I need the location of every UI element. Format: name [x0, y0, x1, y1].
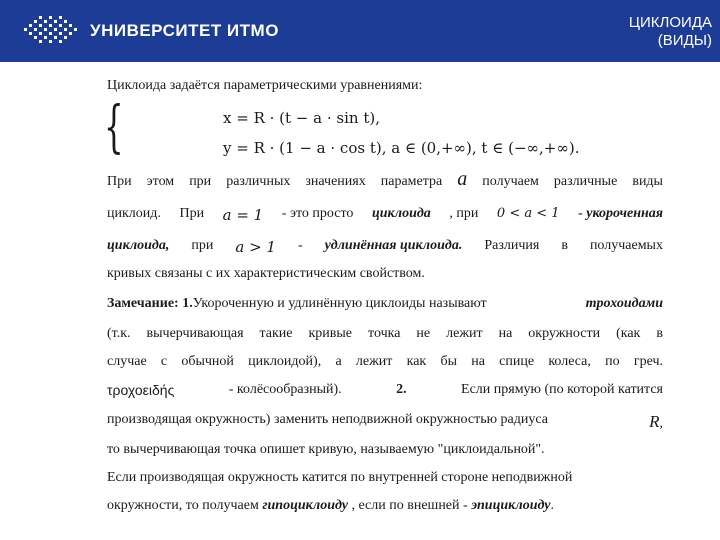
- term-epicycloid: эпициклоиду: [471, 498, 551, 513]
- word: как: [406, 354, 427, 369]
- word: при: [189, 174, 212, 189]
- word: производящая окружность) заменить неподвижной окружностью радиуса: [107, 412, 548, 427]
- word: при: [191, 238, 214, 253]
- word: (т.к.: [107, 326, 131, 341]
- word: значениях: [305, 174, 366, 189]
- word: кривые: [308, 326, 353, 341]
- paragraph-line-3: [107, 238, 663, 256]
- itmo-logo-icon: [22, 14, 78, 48]
- math-a-equals-1: a = 1: [222, 206, 264, 224]
- word: ,: [659, 416, 663, 431]
- word: - колёсообразный).: [228, 382, 342, 397]
- equation-x: x = R · (t − a · sin t),: [223, 109, 380, 127]
- term-shortened: - укороченная: [578, 206, 663, 221]
- word: - это просто: [281, 206, 354, 221]
- word: лежит: [446, 326, 483, 341]
- word: бы: [440, 354, 457, 369]
- paragraph-line-12: [107, 498, 554, 514]
- paragraph-line-9: [107, 412, 663, 432]
- term-elongated: удлинённая циклоида.: [324, 238, 463, 253]
- word: точка: [368, 326, 401, 341]
- word: вычерчивающая: [146, 326, 244, 341]
- math-a-greater-1: a > 1: [235, 238, 276, 256]
- word: греч.: [633, 354, 663, 369]
- word: различных: [226, 174, 291, 189]
- word: , если по внешней -: [351, 498, 468, 513]
- parameter-a: a: [457, 168, 468, 190]
- word: случае: [107, 354, 147, 369]
- word: , при: [449, 206, 479, 221]
- math-a-between: 0 < a < 1: [496, 206, 560, 221]
- term-cycloid: циклоида: [371, 206, 431, 221]
- word: колеса,: [548, 354, 591, 369]
- equation-y: y = R · (1 − a · cos t), a ∈ (0,+∞), t ∈ (−∞,+∞).: [223, 139, 580, 157]
- term-shortened-cycloid: циклоида,: [107, 238, 170, 253]
- word: При: [107, 174, 132, 189]
- word: При: [179, 206, 205, 221]
- word: с: [160, 354, 168, 369]
- term-trochoids: трохоидами: [585, 296, 663, 311]
- paragraph-line-2: [107, 206, 663, 224]
- system-brace: {: [104, 95, 124, 160]
- word: такие: [259, 326, 293, 341]
- word: обычной: [181, 354, 234, 369]
- word: а: [335, 354, 342, 369]
- word: окружности, то получаем: [107, 498, 259, 513]
- slide-title: [629, 14, 712, 50]
- slide-title-line1: ЦИКЛОИДА: [628, 14, 712, 31]
- word: окружности: [528, 326, 601, 341]
- greek-word: τροχοειδής: [107, 382, 175, 398]
- word: -: [297, 238, 303, 253]
- paragraph-line-7: [107, 354, 663, 370]
- word: получаем: [482, 174, 539, 189]
- word: на: [498, 326, 513, 341]
- word: .: [550, 498, 554, 513]
- word: получаемых: [589, 238, 663, 253]
- word: различные: [553, 174, 618, 189]
- word: виды: [632, 174, 663, 189]
- word: по: [605, 354, 620, 369]
- intro-text: Циклоида задаётся параметрическими уравнениями:: [107, 78, 423, 93]
- word: (как: [616, 326, 641, 341]
- word: на: [471, 354, 485, 369]
- slide-title-line2: (ВИДЫ): [657, 32, 712, 49]
- word: Если прямую (по которой катится: [461, 382, 663, 397]
- word: Укороченную и удлинённую циклоиды называют: [192, 296, 487, 311]
- word: циклоидой),: [248, 354, 322, 369]
- paragraph-line-1: [107, 168, 663, 191]
- word: в: [561, 238, 568, 253]
- slide-header: [0, 0, 720, 62]
- word: в: [656, 326, 663, 341]
- word: лежит: [355, 354, 393, 369]
- paragraph-line-6: [107, 326, 663, 342]
- word: циклоид.: [107, 206, 161, 221]
- paragraph-line-8: [107, 382, 663, 398]
- paragraph-line-5: [107, 296, 663, 312]
- word: параметра: [380, 174, 443, 189]
- radius-R: R: [649, 412, 660, 431]
- paragraph-line-11: Если производящая окружность катится по внутренней стороне неподвижной: [107, 470, 573, 485]
- word: Различия: [484, 238, 540, 253]
- remark-number-2: 2.: [396, 382, 407, 397]
- word: спице: [499, 354, 535, 369]
- remark-number-1: 1.: [182, 296, 193, 311]
- university-name: УНИВЕРСИТЕТ ИТМО: [90, 21, 279, 40]
- word: не: [416, 326, 431, 341]
- paragraph-line-10: то вычерчивающая точка опишет кривую, называемую "циклоидальной".: [107, 442, 545, 457]
- remark-label: Замечание:: [107, 296, 179, 311]
- term-hypocycloid: гипоциклоиду: [262, 498, 348, 513]
- paragraph-line-4: кривых связаны с их характеристическим свойством.: [107, 266, 425, 281]
- word: этом: [146, 174, 175, 189]
